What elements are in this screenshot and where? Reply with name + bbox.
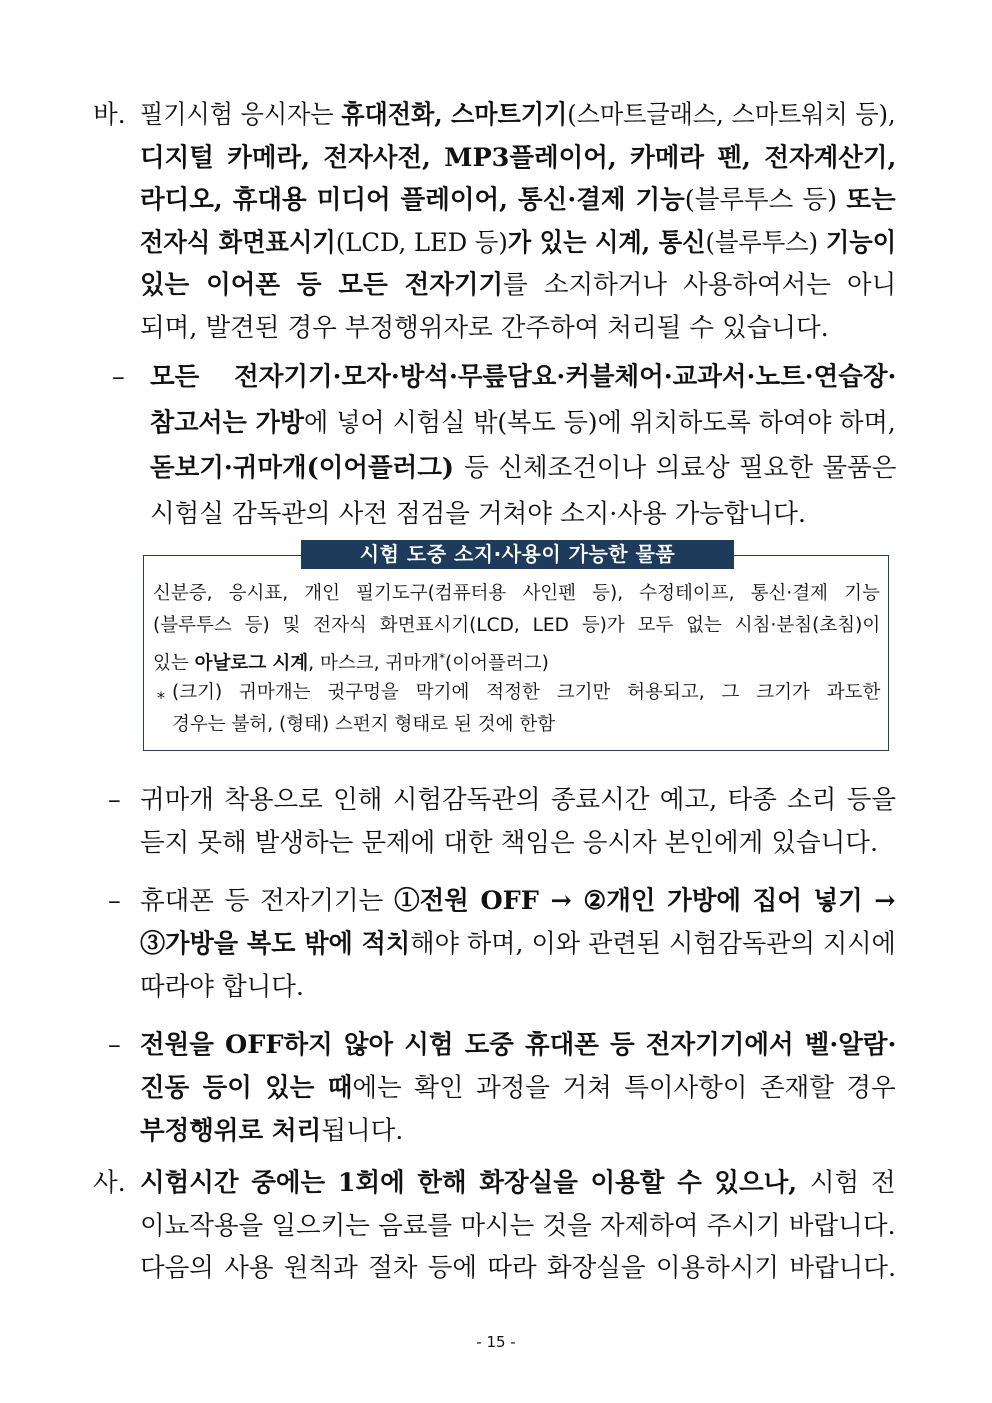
text-run: 해야 하며, 이와 관련된 시험감독관의 지시에 — [410, 929, 896, 959]
text-line — [140, 826, 878, 860]
text-run: 있는 이어폰 등 모든 전자기기 — [140, 270, 504, 300]
text-line — [140, 884, 896, 918]
text-run: 휴대폰 등 전자기기는 — [140, 886, 395, 916]
text-run: 전자식 화면표시기 — [140, 227, 336, 258]
text-line — [140, 970, 304, 1004]
section-ba-marker: 바. — [93, 100, 126, 130]
text-line — [140, 98, 896, 132]
text-run: 듣지 못해 발생하는 문제에 대한 책임은 응시자 본인에게 있습니다. — [140, 828, 879, 858]
dash3-marker: – — [108, 886, 121, 916]
text-line — [140, 141, 896, 175]
text-run: 디지털 카메라, 전자사전, MP3플레이어, 카메라 펜, 전자계산기, — [140, 142, 897, 173]
text-run: 에 넣어 시험실 밖(복도 등)에 위치하도록 하여야 하며, — [304, 407, 896, 438]
text-run: 를 소지하거나 사용하여서는 아니 — [503, 270, 897, 300]
text-run: (스마트글래스, 스마트워치 등), — [567, 100, 896, 130]
dash2-marker: – — [108, 785, 121, 815]
text-line — [140, 226, 896, 260]
note-line: (크기) 귀마개는 귓구멍을 막기에 적정한 크기만 허용되고, 그 크기가 과도한 — [172, 682, 881, 703]
text-run: 진동 등이 있는 때 — [140, 1073, 353, 1103]
text-run: 아날로그 시계 — [194, 653, 309, 675]
text-run: (LCD, LED 등) — [335, 227, 508, 258]
text-run: 신분증, 응시표, 개인 필기도구(컴퓨터용 사인펜 등), 수정테이프, 통신·결제 기능 — [153, 583, 880, 604]
text-line — [153, 581, 880, 607]
dash1-marker: – — [112, 362, 125, 392]
text-line — [150, 406, 896, 440]
note-marker: * — [157, 688, 165, 707]
text-run: 에는 확인 과정을 거쳐 특이사항이 존재할 경우 — [352, 1073, 896, 1103]
dash4-marker: – — [108, 1030, 121, 1060]
text-run: 이뇨작용을 일으키는 음료를 마시는 것을 자제하여 주시기 바랍니다. — [140, 1210, 896, 1241]
text-line — [140, 1209, 896, 1243]
text-line — [140, 183, 896, 217]
text-run: 가 있는 시계, 통신 — [507, 227, 706, 258]
text-run: 있는 — [153, 653, 195, 675]
text-line — [150, 451, 896, 485]
page-number: - 15 - — [476, 1333, 516, 1351]
text-run: , 마스크, 귀마개 — [308, 653, 440, 675]
text-run: 됩니다. — [321, 1116, 404, 1146]
text-line — [140, 1114, 403, 1148]
text-run: 따라야 합니다. — [140, 972, 305, 1002]
note-line: 경우는 불허, (형태) 스펀지 형태로 된 것에 한함 — [172, 714, 556, 735]
text-run: 또는 — [846, 185, 896, 215]
text-run: 돋보기·귀마개(이어플러그) — [150, 453, 465, 483]
text-run: 가방 — [255, 407, 305, 438]
text-run: * — [439, 651, 446, 665]
text-line — [140, 1071, 896, 1105]
text-line — [140, 1166, 896, 1200]
text-run: 시험시간 중에는 1회에 한해 화장실을 이용할 수 있으나, — [140, 1168, 810, 1198]
text-run: 참고서는 — [150, 407, 256, 438]
text-run: (블루투스) — [705, 227, 826, 258]
text-run: 휴대전화, 스마트기기 — [341, 100, 568, 130]
text-line — [140, 783, 896, 817]
text-line — [153, 613, 880, 639]
text-line — [140, 1028, 896, 1062]
text-line — [140, 927, 896, 961]
text-run: 귀마개 착용으로 인해 시험감독관의 종료시간 예고, 타종 소리 등을 — [140, 785, 897, 815]
text-run: 라디오, 휴대용 미디어 플레이어, 통신·결제 기능 — [140, 185, 685, 215]
text-run: (이어플러그) — [445, 653, 549, 675]
text-run: 되며, 발견된 경우 부정행위자로 간주하여 처리될 수 있습니다. — [140, 312, 829, 343]
text-run: 시험 전 — [809, 1168, 896, 1198]
text-run: (블루투스 등) 및 전자식 화면표시기(LCD, LED 등)가 모두 없는 시침·분침(초침)이 — [153, 615, 881, 636]
text-line — [150, 360, 896, 394]
text-run: ①전원 OFF → ②개인 가방에 집어 넣기 → — [394, 886, 896, 916]
section-sa-marker: 사. — [93, 1168, 126, 1198]
text-run: 모든 전자기기·모자·방석·무릎담요·커블체어·교과서·노트·연습장· — [150, 362, 897, 392]
allowed-items-box-title: 시험 도중 소지·사용이 가능한 물품 — [301, 540, 734, 569]
text-run: ③가방을 복도 밖에 적치 — [140, 929, 411, 959]
text-run: (블루투스 등) — [684, 185, 847, 215]
text-line — [140, 311, 829, 345]
text-run: 시험실 감독관의 사전 점검을 거쳐야 소지·사용 가능합니다. — [150, 498, 807, 529]
text-line — [153, 645, 549, 677]
text-run: 필기시험 응시자는 — [140, 100, 342, 130]
text-run: 전원을 OFF하지 않아 시험 도중 휴대폰 등 전자기기에서 벨·알람· — [140, 1030, 897, 1060]
text-line — [150, 497, 806, 531]
text-run: 부정행위로 처리 — [140, 1116, 322, 1146]
text-run: 등 신체조건이나 의료상 필요한 물품은 — [464, 453, 897, 483]
text-line — [140, 268, 896, 302]
text-line — [140, 1251, 896, 1285]
text-run: 다음의 사용 원칙과 절차 등에 따라 화장실을 이용하시기 바랍니다. — [140, 1253, 897, 1283]
text-run: 기능이 — [825, 227, 897, 258]
